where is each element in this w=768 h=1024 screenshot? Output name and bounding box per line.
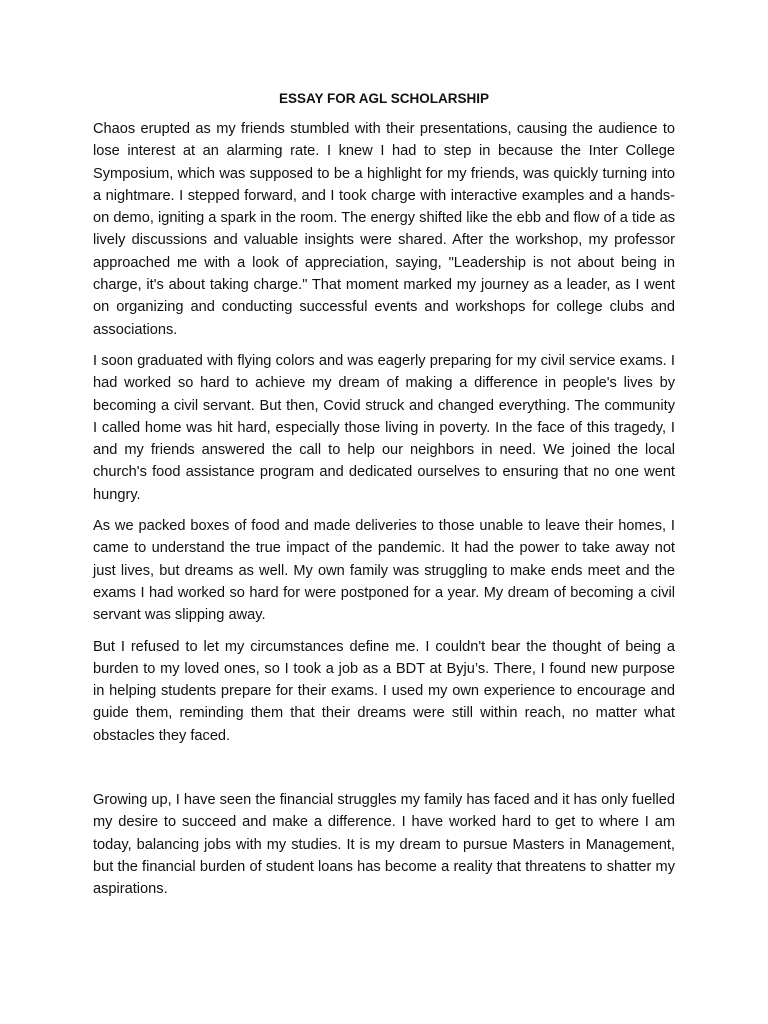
paragraph-2: I soon graduated with flying colors and was eagerly preparing for my civil service exams. I had worked so hard to achieve my dream of making a difference in people's lives by becoming a civil servant. But then, Covid struck and changed everything. The community I called home was hit hard, especially those living in poverty. In the face of this tragedy, I and my friends answered the call to help our neighbors in need. We joined the local church's food assistance program and dedicated ourselves to ensuring that no one went hungry. [93,352,675,503]
paragraph-4: But I refused to let my circumstances define me. I couldn't bear the thought of being a burden to my loved ones, so I took a job as a BDT at Byju’s. There, I found new purpose in helping students prepare for their exams. I used my own experience to encourage and guide them, reminding them that their dreams were still within reach, no matter what obstacles they faced. [93,638,675,744]
paragraph-3: As we packed boxes of food and made deliveries to those unable to leave their homes, I came to understand the true impact of the pandemic. It had the power to take away not just lives, but dreams as well. My own family was struggling to make ends meet and the exams I had worked so hard for were postponed for a year. My dream of becoming a civil servant was slipping away. [93,518,675,624]
paragraph-5: Growing up, I have seen the financial struggles my family has faced and it has only fuelled my desire to succeed and make a difference. I have worked hard to get to where I am today, balancing jobs with my studies. It is my dream to pursue Masters in Management, but the financial burden of student loans has become a reality that threatens to shatter my aspirations. [93,792,675,898]
document-page [93,88,675,910]
paragraph-1: Chaos erupted as my friends stumbled with their presentations, causing the audience to lose interest at an alarming rate. I knew I had to step in because the Inter College Symposium, which was supposed to be a highlight for my friends, was quickly turning into a nightmare. I stepped forward, and I took charge with interactive examples and a hands-on demo, igniting a spark in the room. The energy shifted like the ebb and flow of a tide as lively discussions and valuable insights were shared. After the workshop, my professor approached me with a look of appreciation, saying, "Leadership is not about being in charge, it's about taking charge." That moment marked my journey as a leader, as I went on organizing and conducting successful events and workshops for college clubs and associations. [93,121,675,338]
document-title: ESSAY FOR AGL SCHOLARSHIP [278,91,490,106]
